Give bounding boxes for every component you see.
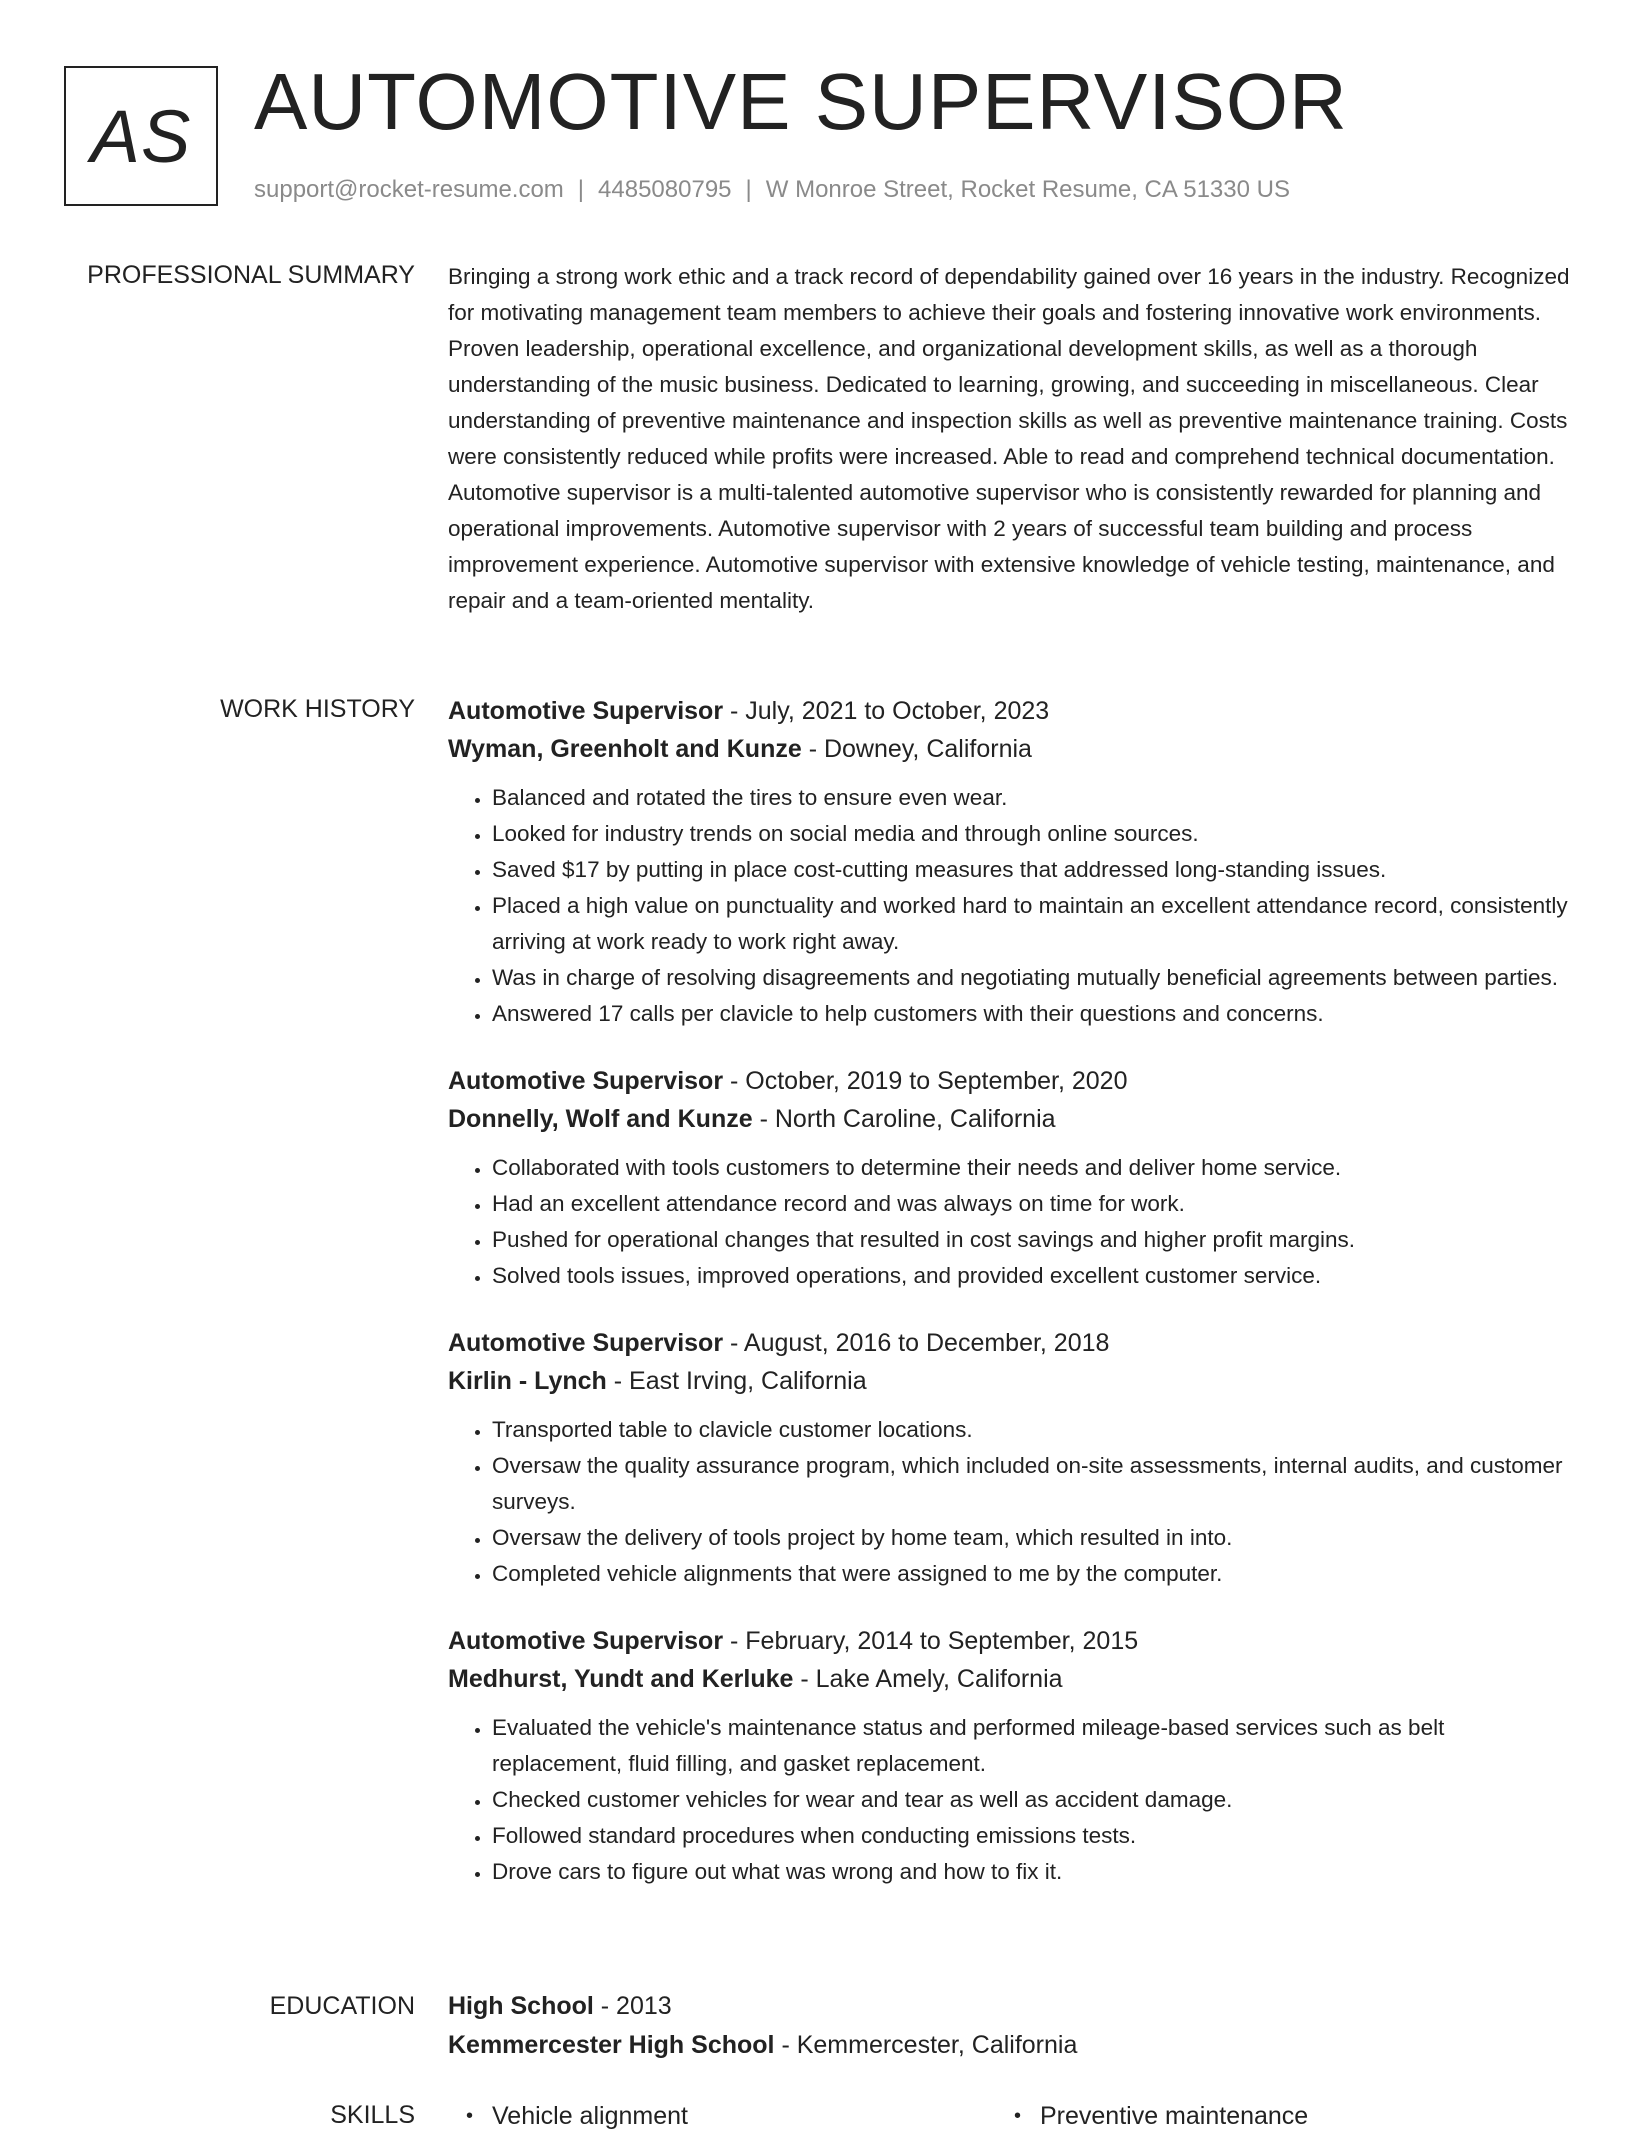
monogram-initials: AS (90, 94, 192, 178)
job-company-line (448, 1100, 1570, 1138)
job-company-line (448, 730, 1570, 768)
summary-text: Bringing a strong work ethic and a track record of dependability gained over 16 years in the industry. Recognized for motivating management team members to achieve their goals and fostering innovative work environments. Proven leadership, operational excellence, and organizational development skills, as well as a thorough understanding of the music business. Dedicated to learning, growing, and succeeding in miscellaneous. Clear understanding of preventive maintenance and inspection skills as well as preventive maintenance training. Costs were consistently reduced while profits were increased. Able to read and comprehend technical documentation. Automotive supervisor is a multi-talented automotive supervisor who is consistently rewarded for planning and operational improvements. Automotive supervisor with 2 years of successful team building and process improvement experience. Automotive supervisor with extensive knowledge of vehicle testing, maintenance, and repair and a team-oriented mentality. (448, 264, 1570, 613)
summary-body (448, 259, 1570, 619)
job-location: - Lake Amely, California (793, 1665, 1063, 1693)
job-bullet: • Transported table to clavicle customer locations. (492, 1412, 1570, 1448)
education-school: Kemmercester High School (448, 2031, 775, 2059)
education-heading: EDUCATION (269, 1992, 415, 2020)
job-title-line (448, 692, 1570, 730)
contact-address: W Monroe Street, Rocket Resume, CA 51330 US (765, 176, 1290, 203)
job-dates: - July, 2021 to October, 2023 (723, 697, 1050, 725)
job-bullet: • Drove cars to figure out what was wrong and how to fix it. (492, 1854, 1570, 1890)
job-bullet: • Oversaw the quality assurance program, which included on-site assessments, internal audits, and customer surveys. (492, 1448, 1570, 1520)
job-title-line (448, 1324, 1570, 1362)
skills-body (448, 2098, 1570, 2134)
education-location: - Kemmercester, California (774, 2031, 1078, 2059)
contact-separator: | (577, 176, 585, 203)
job-bullets (448, 1150, 1570, 1294)
job-bullets (448, 1412, 1570, 1592)
monogram-box (64, 66, 218, 206)
education-degree-line (448, 1987, 1570, 2026)
job-bullet: • Looked for industry trends on social media and through online sources. (492, 816, 1570, 852)
contact-phone: 4485080795 (598, 176, 732, 203)
job-bullet: • Was in charge of resolving disagreements and negotiating mutually beneficial agreements between parties. (492, 960, 1570, 996)
skill-item: • Vehicle alignment (492, 2098, 688, 2134)
job-bullets (448, 1710, 1570, 1890)
job-company: Donnelly, Wolf and Kunze (448, 1105, 753, 1133)
job-bullet: • Balanced and rotated the tires to ensure even wear. (492, 780, 1570, 816)
contact-separator: | (745, 176, 752, 203)
job-bullet: • Solved tools issues, improved operations, and provided excellent customer service. (492, 1258, 1570, 1294)
skill-item: • Preventive maintenance (1040, 2098, 1308, 2134)
summary-heading: PROFESSIONAL SUMMARY (87, 261, 415, 289)
job-dates: - October, 2019 to September, 2020 (723, 1067, 1128, 1095)
contact-line (254, 174, 1290, 206)
work-history-body (448, 692, 1570, 1920)
job-bullet: • Completed vehicle alignments that were assigned to me by the computer. (492, 1556, 1570, 1592)
job-bullet: • Saved $17 by putting in place cost-cutting measures that addressed long-standing issues. (492, 852, 1570, 888)
job-dates: - February, 2014 to September, 2015 (723, 1627, 1139, 1655)
education-school-line (448, 2026, 1570, 2065)
job-dates: - August, 2016 to December, 2018 (723, 1329, 1110, 1357)
job-company: Wyman, Greenholt and Kunze (448, 735, 802, 763)
job-bullet: • Answered 17 calls per clavicle to help customers with their questions and concerns. (492, 996, 1570, 1032)
candidate-name: AUTOMOTIVE SUPERVISOR (254, 57, 1348, 146)
education-year: - 2013 (593, 1992, 672, 2020)
job-title: Automotive Supervisor (448, 1627, 724, 1655)
job-bullet: • Evaluated the vehicle's maintenance status and performed mileage-based services such as belt replacement, fluid filling, and gasket replacement. (492, 1710, 1570, 1782)
job-bullets (448, 780, 1570, 1032)
job-bullet: • Collaborated with tools customers to determine their needs and deliver home service. (492, 1150, 1570, 1186)
job-entry (448, 692, 1570, 1032)
education-body (448, 1987, 1570, 2065)
job-company-line (448, 1660, 1570, 1698)
skills-heading: SKILLS (330, 2101, 415, 2129)
job-title-line (448, 1622, 1570, 1660)
job-bullet: • Had an excellent attendance record and was always on time for work. (492, 1186, 1570, 1222)
job-location: - North Caroline, California (752, 1105, 1056, 1133)
job-title: Automotive Supervisor (448, 1329, 724, 1357)
job-bullet: • Checked customer vehicles for wear and tear as well as accident damage. (492, 1782, 1570, 1818)
contact-email: support@rocket-resume.com (254, 176, 564, 203)
job-title: Automotive Supervisor (448, 697, 724, 725)
education-degree: High School (448, 1992, 594, 2020)
job-entry (448, 1062, 1570, 1294)
job-bullet: • Pushed for operational changes that resulted in cost savings and higher profit margins. (492, 1222, 1570, 1258)
skills-row (448, 2098, 1570, 2134)
job-company: Kirlin - Lynch (448, 1367, 607, 1395)
job-title-line (448, 1062, 1570, 1100)
job-company-line (448, 1362, 1570, 1400)
job-location: - Downey, California (801, 735, 1032, 763)
job-entry (448, 1622, 1570, 1890)
job-entry (448, 1324, 1570, 1592)
work-history-heading: WORK HISTORY (220, 695, 415, 723)
job-bullet: • Oversaw the delivery of tools project by home team, which resulted in into. (492, 1520, 1570, 1556)
job-company: Medhurst, Yundt and Kerluke (448, 1665, 794, 1693)
job-bullet: • Followed standard procedures when conducting emissions tests. (492, 1818, 1570, 1854)
job-bullet: • Placed a high value on punctuality and worked hard to maintain an excellent attendance record, consistently arriving at work ready to work right away. (492, 888, 1570, 960)
job-location: - East Irving, California (606, 1367, 867, 1395)
job-title: Automotive Supervisor (448, 1067, 724, 1095)
